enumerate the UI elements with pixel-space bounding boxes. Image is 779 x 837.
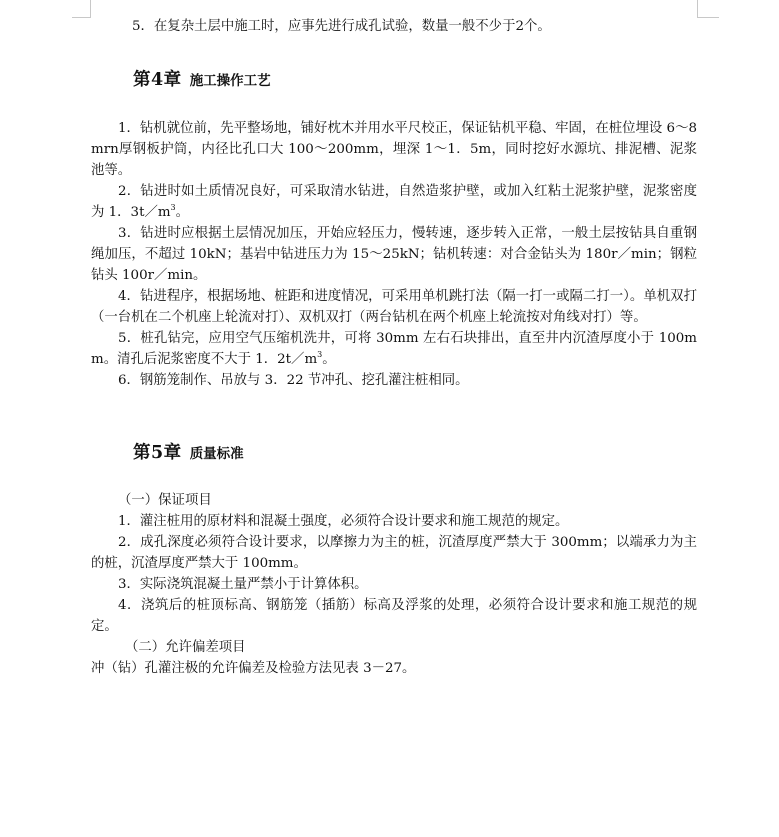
ch4-paragraph-3: 3．钻进时应根据土层情况加压，开始应轻压力，慢转速，逐步转入正常，一般土层按钻具自重钢绳加压，不超过 10kN；基岩中钻进压力为 15～25kN；钻机转速：对合金钻头为 180r／min；钢粒钻头 100r／min。 — [91, 226, 697, 283]
ch4-paragraph-1: 1．钻机就位前，先平整场地，铺好枕木并用水平尺校正，保证钻机平稳、牢固，在桩位埋设 6～8mrn厚钢板护筒，内径比孔口大 100～200mm，埋深 1～1．5m，同时挖好水源坑、排泥槽、泥浆池等。 — [91, 121, 697, 178]
ch5-subheading-2: （二）允许偏差项目 — [125, 640, 246, 655]
ch5-item-1: 1．灌注桩用的原材料和混凝土强度，必须符合设计要求和施工规范的规定。 — [118, 514, 569, 529]
ch5-item-2: 2．成孔深度必须符合设计要求，以摩擦力为主的桩，沉渣厚度严禁大于 300mm；以端承力为主的桩，沉渣厚度严禁大于 100mm。 — [91, 535, 697, 571]
ch4-paragraph-2 — [91, 181, 697, 223]
ch4-paragraph-6: 6．钢筋笼制作、吊放与 3．22 节冲孔、挖孔灌注桩相同。 — [118, 373, 469, 388]
crop-mark-left-horizontal — [72, 17, 91, 18]
chapter-4-title: 施工操作工艺 — [189, 73, 271, 89]
ch4-paragraph-5-superscript: 3 — [317, 350, 323, 359]
ch5-subheading-1: （一）保证项目 — [118, 493, 212, 508]
ch4-paragraph-2-text: 2．钻进时如土质情况良好，可采取清水钻进，自然造浆护壁，或加入红粘土泥浆护壁，泥浆密度为 1．3t／m — [91, 184, 697, 220]
crop-mark-left — [90, 0, 91, 18]
ch5-closing-line: 冲（钻）孔灌注极的允许偏差及检验方法见表 3－27。 — [91, 661, 416, 676]
ch5-item-3: 3．实际浇筑混凝土量严禁小于计算体积。 — [118, 577, 368, 592]
chapter-5-number: 第5章 — [133, 443, 182, 463]
chapter-5-heading — [133, 439, 244, 464]
ch4-paragraph-4: 4．钻进程序，根据场地、桩距和进度情况，可采用单机跳打法（隔一打一或隔二打一）。单机双打（一台机在二个机座上轮流对打）、双机双打（两台钻机在两个机座上轮流按对角线对打）等。 — [91, 289, 697, 325]
ch4-paragraph-5-end: 。 — [322, 352, 336, 367]
paragraph-line5: 5．在复杂土层中施工时，应事先进行成孔试验，数量一般不少于2个。 — [132, 19, 551, 34]
ch4-paragraph-5 — [91, 328, 697, 370]
chapter-4-heading — [133, 66, 271, 91]
ch4-paragraph-2-end: 。 — [175, 205, 190, 220]
chapter-4-number: 第4章 — [133, 70, 182, 90]
ch4-paragraph-2-superscript: 3 — [170, 203, 176, 212]
ch5-item-4: 4．浇筑后的桩顶标高、钢筋笼（插筋）标高及浮浆的处理，必须符合设计要求和施工规范的规定。 — [91, 598, 697, 634]
ch4-paragraph-5-text: 5．桩孔钻完，应用空气压缩机洗井，可将 30mm 左右石块排出，直至井内沉渣厚度小于 100mm。清孔后泥浆密度不大于 1．2t／m — [91, 331, 697, 367]
chapter-5-title: 质量标准 — [189, 446, 244, 462]
